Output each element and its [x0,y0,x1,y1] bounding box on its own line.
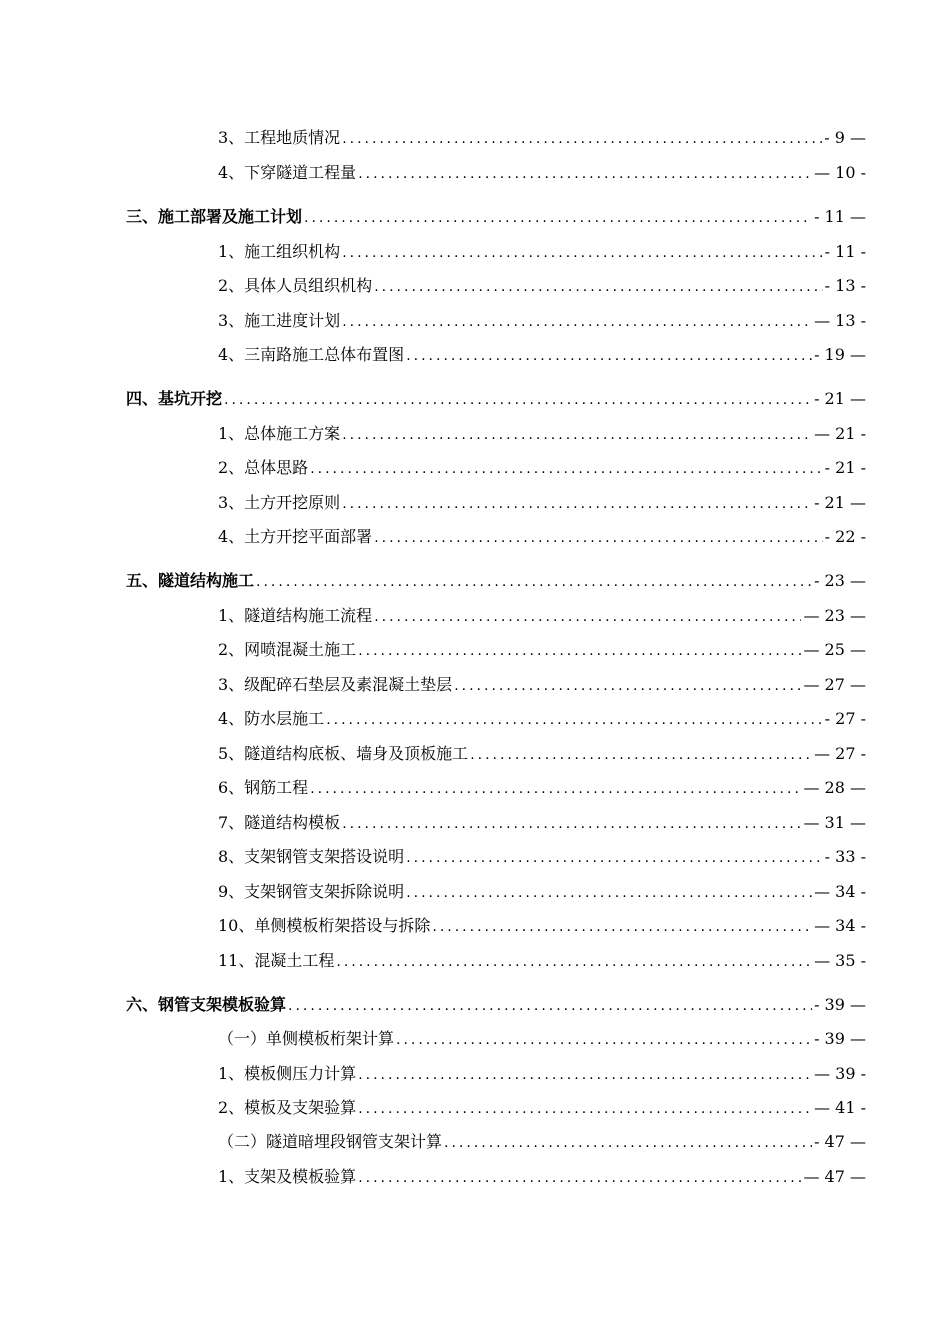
toc-entry[interactable] [218,636,866,660]
toc-entry-label: 2、总体思路 [218,458,309,477]
toc-section-entry[interactable] [126,385,866,409]
toc-entry[interactable] [218,671,866,695]
toc-entry[interactable] [218,454,866,478]
toc-page-number: — 21 - [814,424,866,443]
toc-entry[interactable] [218,912,866,936]
toc-page-number: — 10 - [814,163,866,182]
toc-section-entry[interactable] [126,991,866,1015]
toc-entry[interactable] [218,1094,866,1118]
toc-page-number: - 33 - [824,847,866,866]
toc-entry[interactable] [218,1025,866,1049]
dot-leader [256,573,812,591]
toc-entry-label: 11、混凝土工程 [218,951,335,970]
dot-leader [358,642,801,660]
toc-entry-label: 4、土方开挖平面部署 [218,527,373,546]
toc-entry[interactable] [218,124,866,148]
toc-entry-label: 1、支架及模板验算 [218,1167,357,1186]
dot-leader [470,746,812,764]
dot-leader [342,244,822,262]
toc-entry-label: 3、级配碎石垫层及素混凝土垫层 [218,675,453,694]
toc-entry-label: 2、具体人员组织机构 [218,276,373,295]
dot-leader [342,130,822,148]
toc-page-number: - 21 — [814,493,866,512]
toc-page-number: - 27 - [824,709,866,728]
toc-entry-label: 3、施工进度计划 [218,311,341,330]
dot-leader [342,495,812,513]
dot-leader [358,1100,812,1118]
toc-page-number: — 34 - [814,916,866,935]
dot-leader [304,209,812,227]
toc-entry[interactable] [218,159,866,183]
toc-entry-label: （一）单侧模板桁架计算 [218,1029,395,1048]
dot-leader [342,815,801,833]
toc-page-number: - 21 - [824,458,866,477]
toc-page-number: — 34 - [814,882,866,901]
toc-entry-label: 2、模板及支架验算 [218,1098,357,1117]
toc-page-number: — 13 - [814,311,866,330]
toc-entry-label: 3、土方开挖原则 [218,493,341,512]
dot-leader [406,347,812,365]
toc-entry[interactable] [218,1128,866,1152]
dot-leader [374,529,822,547]
toc-entry-label: 四、基坑开挖 [126,389,223,408]
toc-entry-label: 三、施工部署及施工计划 [126,207,303,226]
toc-page-number: — 35 - [814,951,866,970]
dot-leader [406,849,822,867]
toc-entry-label: 1、总体施工方案 [218,424,341,443]
toc-entry[interactable] [218,420,866,444]
toc-entry[interactable] [218,774,866,798]
toc-entry[interactable] [218,740,866,764]
toc-entry[interactable] [218,523,866,547]
dot-leader [406,884,812,902]
dot-leader [374,278,822,296]
toc-page-number: — 27 - [814,744,866,763]
toc-page-number: - 47 — [814,1132,866,1151]
toc-entry-label: 4、下穿隧道工程量 [218,163,357,182]
dot-leader [358,165,812,183]
toc-page-number: — 47 — [803,1167,866,1186]
toc-entry[interactable] [218,947,866,971]
toc-page-number: - 11 — [814,207,866,226]
toc-entry-label: 5、隧道结构底板、墙身及顶板施工 [218,744,469,763]
dot-leader [374,608,801,626]
toc-page-number: — 23 — [803,606,866,625]
toc-entry-label: 1、隧道结构施工流程 [218,606,373,625]
toc-entry-label: 六、钢管支架模板验算 [126,995,287,1014]
toc-entry[interactable] [218,602,866,626]
toc-page-number: - 19 — [814,345,866,364]
dot-leader [432,918,812,936]
dot-leader [342,426,812,444]
toc-entry[interactable] [218,809,866,833]
toc-entry-label: 7、隧道结构模板 [218,813,341,832]
toc-section-entry[interactable] [126,203,866,227]
toc-page-number: — 28 — [803,778,866,797]
toc-page-number: — 27 — [803,675,866,694]
toc-entry-label: 2、网喷混凝土施工 [218,640,357,659]
dot-leader [342,313,812,331]
toc-page-number: - 22 - [824,527,866,546]
dot-leader [358,1066,812,1084]
toc-page-number: — 31 — [803,813,866,832]
toc-entry-label: 1、模板侧压力计算 [218,1064,357,1083]
toc-entry[interactable] [218,843,866,867]
toc-entry-label: 8、支架钢管支架搭设说明 [218,847,405,866]
toc-entry-label: 3、工程地质情况 [218,128,341,147]
toc-page-number: — 41 - [814,1098,866,1117]
toc-page-number: - 21 — [814,389,866,408]
dot-leader [454,677,801,695]
toc-entry-label: 1、施工组织机构 [218,242,341,261]
toc-entry-label: 五、隧道结构施工 [126,571,255,590]
toc-page-number: - 23 — [814,571,866,590]
toc-entry-label: 9、支架钢管支架拆除说明 [218,882,405,901]
dot-leader [444,1134,812,1152]
toc-page-number: — 25 — [803,640,866,659]
dot-leader [326,711,822,729]
dot-leader [310,780,801,798]
toc-page-number: - 9 — [824,128,866,147]
dot-leader [358,1169,801,1187]
toc-entry[interactable] [218,1060,866,1084]
toc-entry[interactable] [218,341,866,365]
toc-entry[interactable] [218,1163,866,1187]
dot-leader [336,953,812,971]
toc-entry[interactable] [218,238,866,262]
toc-entry[interactable] [218,272,866,296]
toc-entry[interactable] [218,489,866,513]
dot-leader [224,391,812,409]
toc-page-number: - 39 — [814,995,866,1014]
toc-page-number: - 39 — [814,1029,866,1048]
toc-section-entry[interactable] [126,567,866,591]
toc-page-number: - 13 - [824,276,866,295]
dot-leader [288,997,812,1015]
toc-entry[interactable] [218,307,866,331]
toc-entry-label: 6、钢筋工程 [218,778,309,797]
toc-entry-label: 4、三南路施工总体布置图 [218,345,405,364]
dot-leader [396,1031,812,1049]
toc-page-number: — 39 - [814,1064,866,1083]
dot-leader [310,460,822,478]
toc-entry-label: 10、单侧模板桁架搭设与拆除 [218,916,431,935]
toc-entry[interactable] [218,878,866,902]
toc-page-number: - 11 - [824,242,866,261]
toc-entry[interactable] [218,705,866,729]
toc-entry-label: （二）隧道暗埋段钢管支架计算 [218,1132,443,1151]
toc-entry-label: 4、防水层施工 [218,709,325,728]
